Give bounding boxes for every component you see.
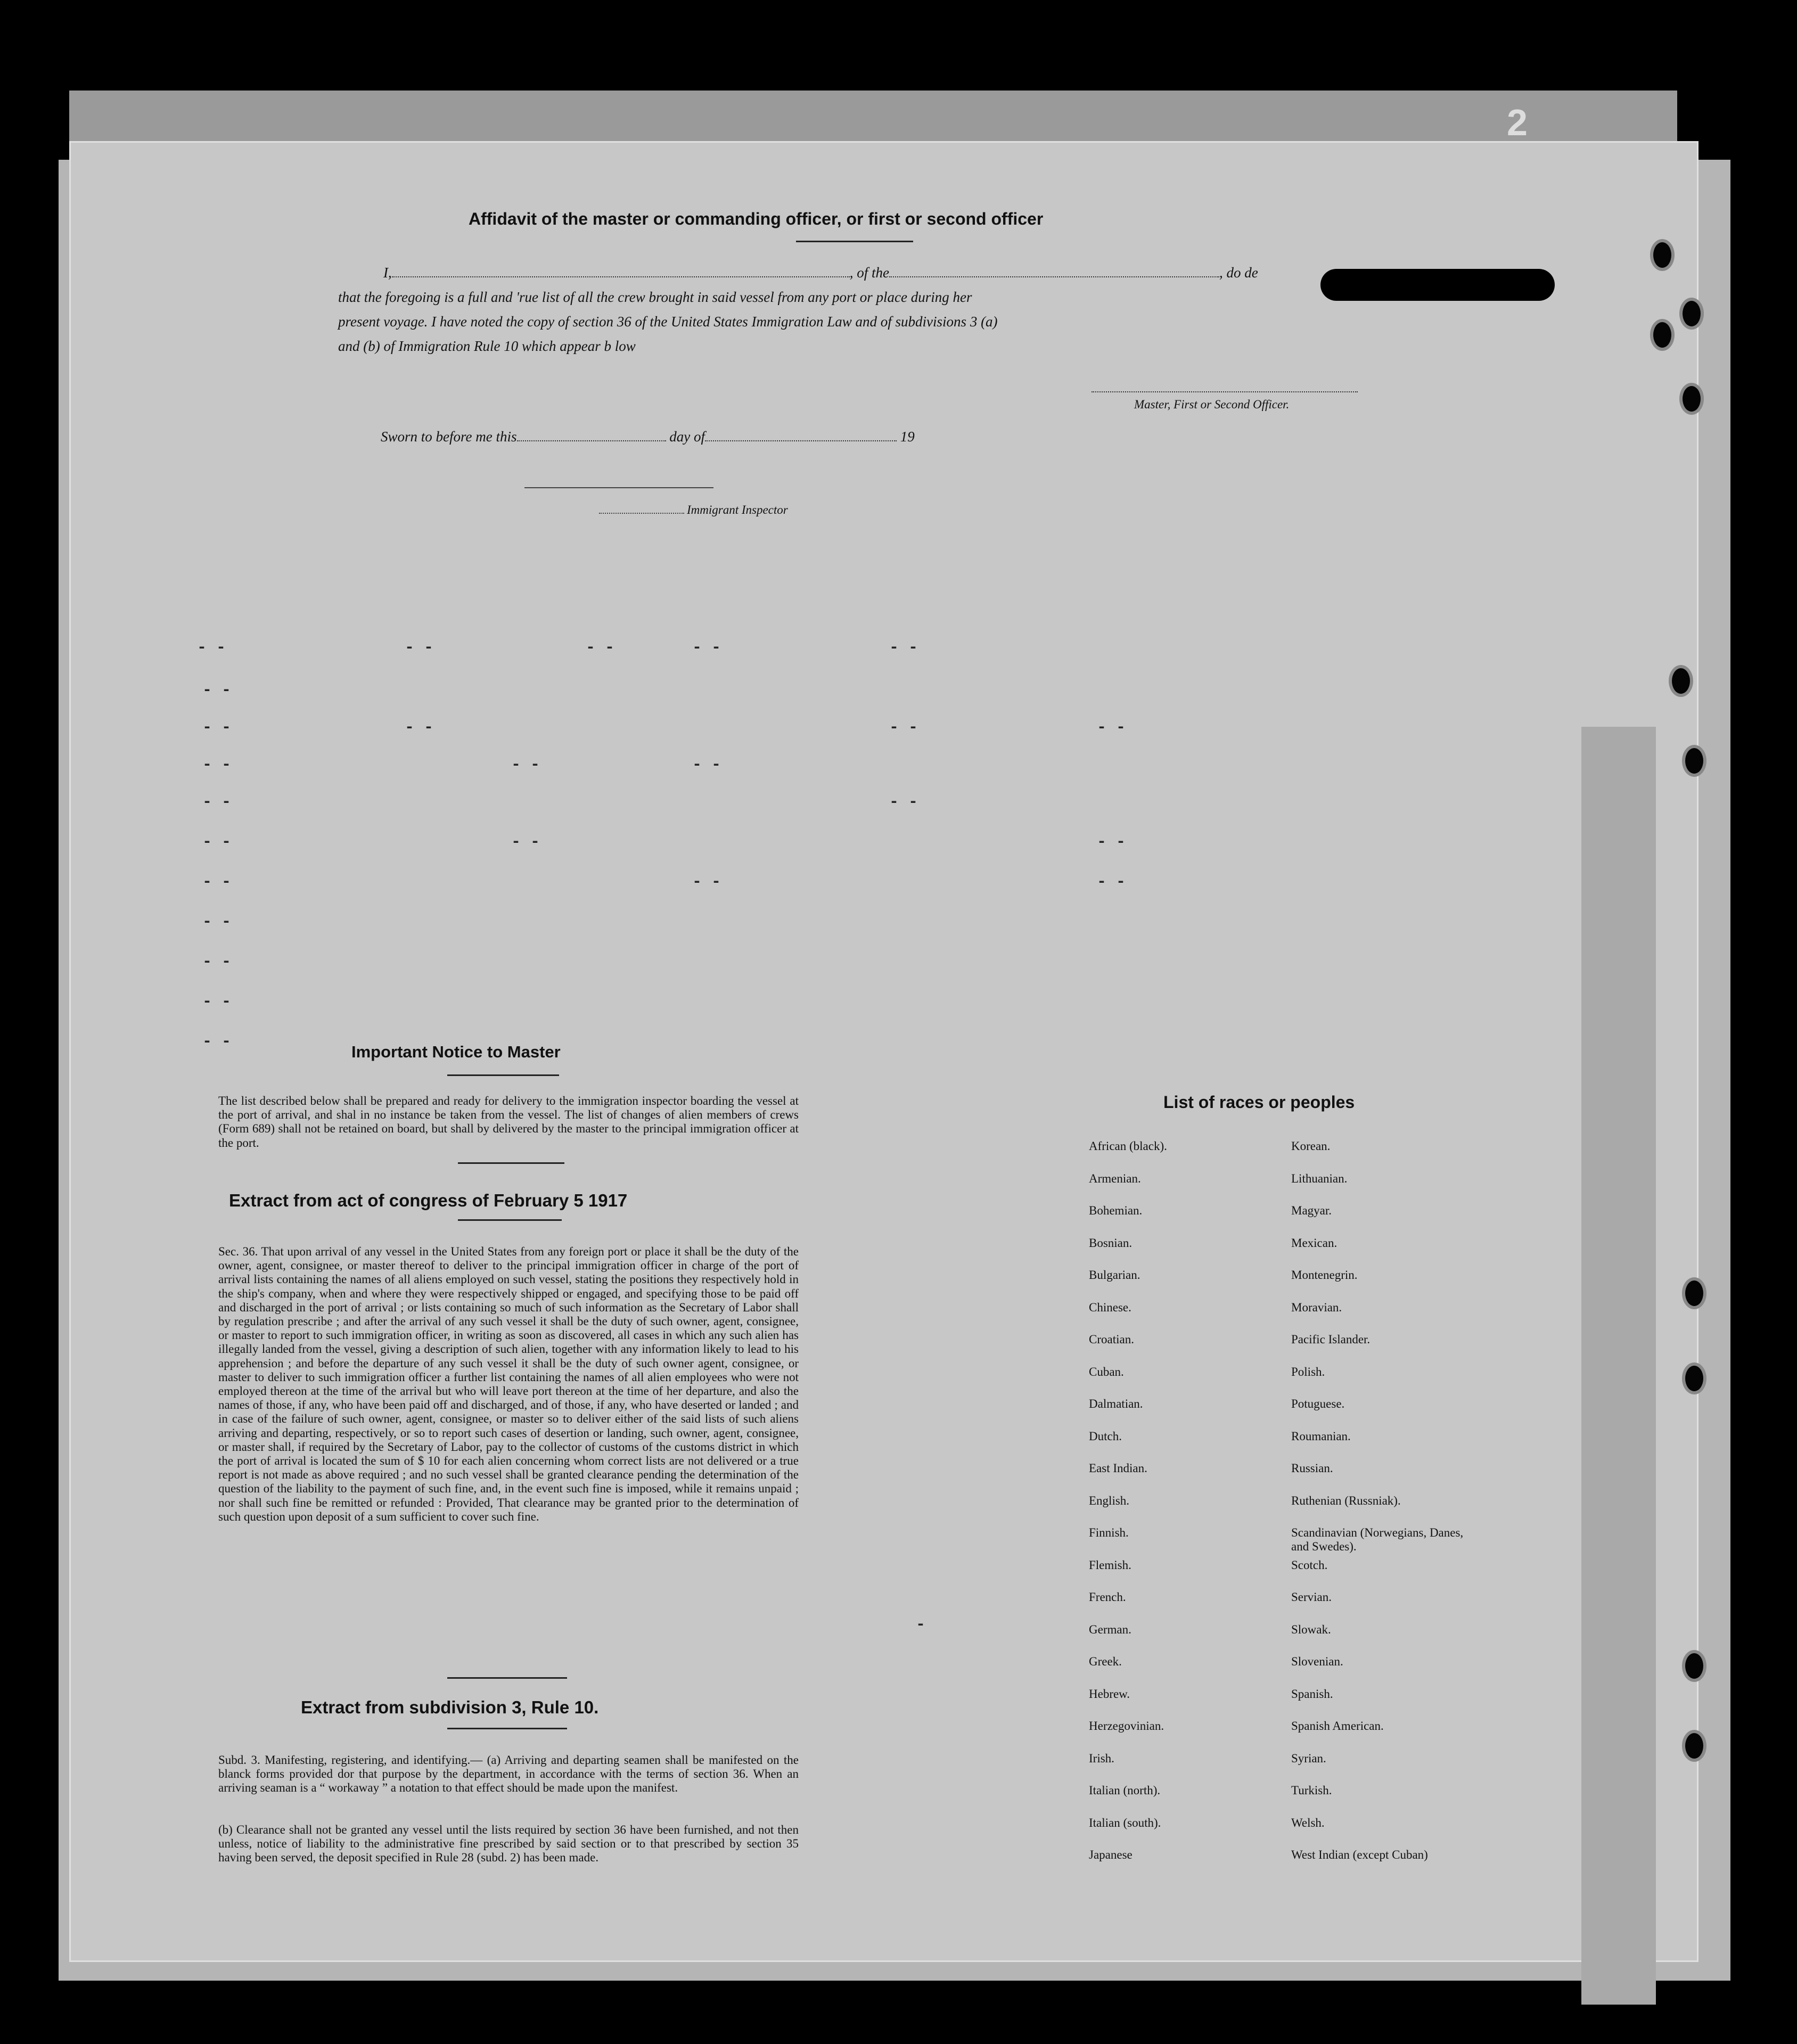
inspector-line-upper [524, 487, 713, 488]
race-item: Bulgarian. [1089, 1268, 1140, 1282]
race-item: Welsh. [1291, 1816, 1325, 1829]
affidavit-i: I, [383, 265, 392, 281]
binder-hole [1685, 1280, 1703, 1306]
inspector-signature-line[interactable] [599, 513, 684, 514]
race-item: Greek. [1089, 1655, 1122, 1668]
race-item: Chinese. [1089, 1301, 1131, 1314]
inspector-label: Immigrant Inspector [687, 503, 788, 516]
affidavit-of: , of the [849, 265, 889, 281]
sworn-text: Sworn to before me this [381, 429, 517, 445]
affidavit-line1 [383, 265, 1258, 281]
page-edge-tab [1581, 727, 1656, 2005]
affidavit-line2: that the foregoing is a full and 'rue list of all the crew brought in said vessel from any port or place during her [338, 289, 972, 305]
race-item: Slovenian. [1291, 1655, 1343, 1668]
race-item: Spanish American. [1291, 1719, 1384, 1733]
master-signature-line[interactable] [1092, 391, 1358, 392]
divider [458, 1162, 564, 1164]
divider [447, 1074, 559, 1076]
binder-hole [1685, 748, 1703, 774]
race-item: Pacific Islander. [1291, 1333, 1371, 1346]
day-of-text: day of [669, 429, 705, 445]
extract-act-title: Extract from act of congress of February 5 1917 [229, 1191, 628, 1210]
race-item: Korean. [1291, 1139, 1331, 1153]
race-item: Lithuanian. [1291, 1172, 1348, 1185]
binder-hole [1653, 242, 1671, 268]
affidavit-title: Affidavit of the master or commanding officer, or first or second officer [469, 209, 1044, 228]
race-item: Moravian. [1291, 1301, 1342, 1314]
race-item: Ruthenian (Russniak). [1291, 1494, 1401, 1507]
race-item: Mexican. [1291, 1236, 1338, 1250]
race-item: Russian. [1291, 1462, 1333, 1475]
divider [447, 1728, 567, 1729]
race-item: English. [1089, 1494, 1130, 1507]
notice-title: Important Notice to Master [351, 1042, 561, 1061]
affidavit-line4: and (b) of Immigration Rule 10 which appear b low [338, 338, 636, 354]
race-item: Servian. [1291, 1590, 1332, 1604]
race-item: West Indian (except Cuban) [1291, 1848, 1428, 1861]
race-item: Roumanian. [1291, 1430, 1351, 1443]
sworn-month-blank[interactable] [705, 440, 897, 441]
race-item: Turkish. [1291, 1784, 1332, 1797]
race-item: German. [1089, 1623, 1131, 1636]
year-text: 19 [900, 429, 915, 445]
race-item: Hebrew. [1089, 1687, 1130, 1701]
race-item: Scandinavian (Norwegians, Danes, and Swedes). [1291, 1526, 1464, 1553]
race-item: Potuguese. [1291, 1397, 1345, 1410]
race-item: Croatian. [1089, 1333, 1134, 1346]
race-item: Dutch. [1089, 1430, 1122, 1443]
races-title: List of races or peoples [1163, 1093, 1355, 1112]
divider [796, 241, 913, 242]
race-item: Irish. [1089, 1752, 1114, 1765]
master-label: Master, First or Second Officer. [1134, 398, 1290, 411]
race-item: Spanish. [1291, 1687, 1333, 1701]
race-item: East Indian. [1089, 1462, 1147, 1475]
race-item: Bohemian. [1089, 1204, 1143, 1217]
race-item: Flemish. [1089, 1558, 1131, 1572]
divider [447, 1677, 567, 1679]
race-item: Slowak. [1291, 1623, 1331, 1636]
race-item: Magyar. [1291, 1204, 1332, 1217]
vessel-blank[interactable] [889, 276, 1219, 277]
extract-rule-title: Extract from subdivision 3, Rule 10. [301, 1697, 599, 1717]
notice-body: The list described below shall be prepared and ready for delivery to the immigration inspector boarding the vessel at the port of arrival, and shal in no instance be taken from the vessel. The list of changes of alien members of crews (Form 689) shall not be retained on board, but shall by delivered by the master to the principal immigration officer at the port. [218, 1094, 799, 1150]
race-item: Japanese [1089, 1848, 1133, 1861]
race-item: Scotch. [1291, 1558, 1328, 1572]
redaction-mark [1320, 269, 1555, 301]
race-item: French. [1089, 1590, 1126, 1604]
race-item: Cuban. [1089, 1365, 1124, 1378]
race-item: Herzegovinian. [1089, 1719, 1164, 1733]
binder-hole [1685, 1366, 1703, 1391]
race-item: Polish. [1291, 1365, 1325, 1378]
race-item: Italian (south). [1089, 1816, 1161, 1829]
race-item: Italian (north). [1089, 1784, 1161, 1797]
race-item: Montenegrin. [1291, 1268, 1358, 1282]
race-item: Dalmatian. [1089, 1397, 1143, 1410]
binder-hole [1672, 668, 1690, 694]
page-number: 2 [1507, 102, 1528, 143]
sworn-line [381, 429, 915, 445]
binder-hole [1683, 301, 1701, 326]
extract-act-body: Sec. 36. That upon arrival of any vessel in the United States from any foreign port or place it shall be the duty of the owner, agent, consignee, or master thereof to deliver to the principal immigration officer in charge of the port of arrival lists containing the names of all aliens employed on such vessel, stating the positions they respectively hold in the ship's company, when and where they were respectively shipped or engaged, and specifying those to be paid off and discharged in the port of arrival ; or lists containing so much of such information as the Secretary of Labor shall by regulation prescribe ; and after the arrival of any such vessel it shall be the duty of such owner, agent, consignee, or master to report to such immigration officer, in writing as soon as discovered, all cases in which any such alien has illegally landed from the vessel, giving a description of such alien, together with any information likely to lead to his apprehension ; and before the departure of any such vessel it shall be the duty of such owner agent, consignee, or master to deliver to such immigration officer a further list containing the names of all alien employees who were not employed thereon at the time of the arrival but who will leave port thereon at the time of her departure, and also the names of those, if any, who have been paid off and discharged, and of those, if any, who have deserted or landed ; and in case of the failure of such owner, agent, consignee, or master so to deliver either of the said lists of such aliens arriving and departing, respectively, or so to report such cases of desertion or landing, such owner, agent, consignee, or master shall, if required by the Secretary of Labor, pay to the collector of customs of the customs district in which the port of arrival is located the sum of $ 10 for each alien concerning whom correct lists are not delivered or a true report is not made as above required ; and no such vessel shall be granted clearance pending the determination of the question of the liability to the payment of such fine, and, in the event such fine is imposed, while it remains unpaid ; nor shall such fine be remitted or refunded : Provided, That clearance may be granted prior to the determination of such question upon deposit of a sum sufficient to cover such fine. [218, 1245, 799, 1523]
binder-hole [1653, 322, 1671, 348]
sworn-day-blank[interactable] [517, 440, 666, 441]
race-item: Finnish. [1089, 1526, 1129, 1539]
race-item: Bosnian. [1089, 1236, 1133, 1250]
race-item: Armenian. [1089, 1172, 1141, 1185]
name-blank[interactable] [392, 276, 850, 277]
race-item: Syrian. [1291, 1752, 1326, 1765]
rule-subd-a: Subd. 3. Manifesting, registering, and identifying.— (a) Arriving and departing seamen shall be manifested on the blanck forms provided dor that purpose by the department, in accordance with the terms of section 36. When an arriving seaman is a “ workaway ” a notation to that effect should be made upon the manifest. [218, 1753, 799, 1795]
binder-hole [1685, 1733, 1703, 1759]
binder-hole [1683, 386, 1701, 412]
rule-subd-b: (b) Clearance shall not be granted any vessel until the lists required by section 36 have been furnished, and not then unless, notice of liability to the administrative fine prescribed by said section or to that prescribed by section 35 having been served, the deposit specified in Rule 28 (subd. 2) has been made. [218, 1823, 799, 1865]
affidavit-line3: present voyage. I have noted the copy of section 36 of the United States Immigration Law and of subdivisions 3 (a) [338, 314, 998, 330]
binder-hole [1685, 1653, 1703, 1679]
affidavit-do: , do de [1219, 265, 1258, 281]
divider [458, 1219, 562, 1221]
race-item: African (black). [1089, 1139, 1167, 1153]
